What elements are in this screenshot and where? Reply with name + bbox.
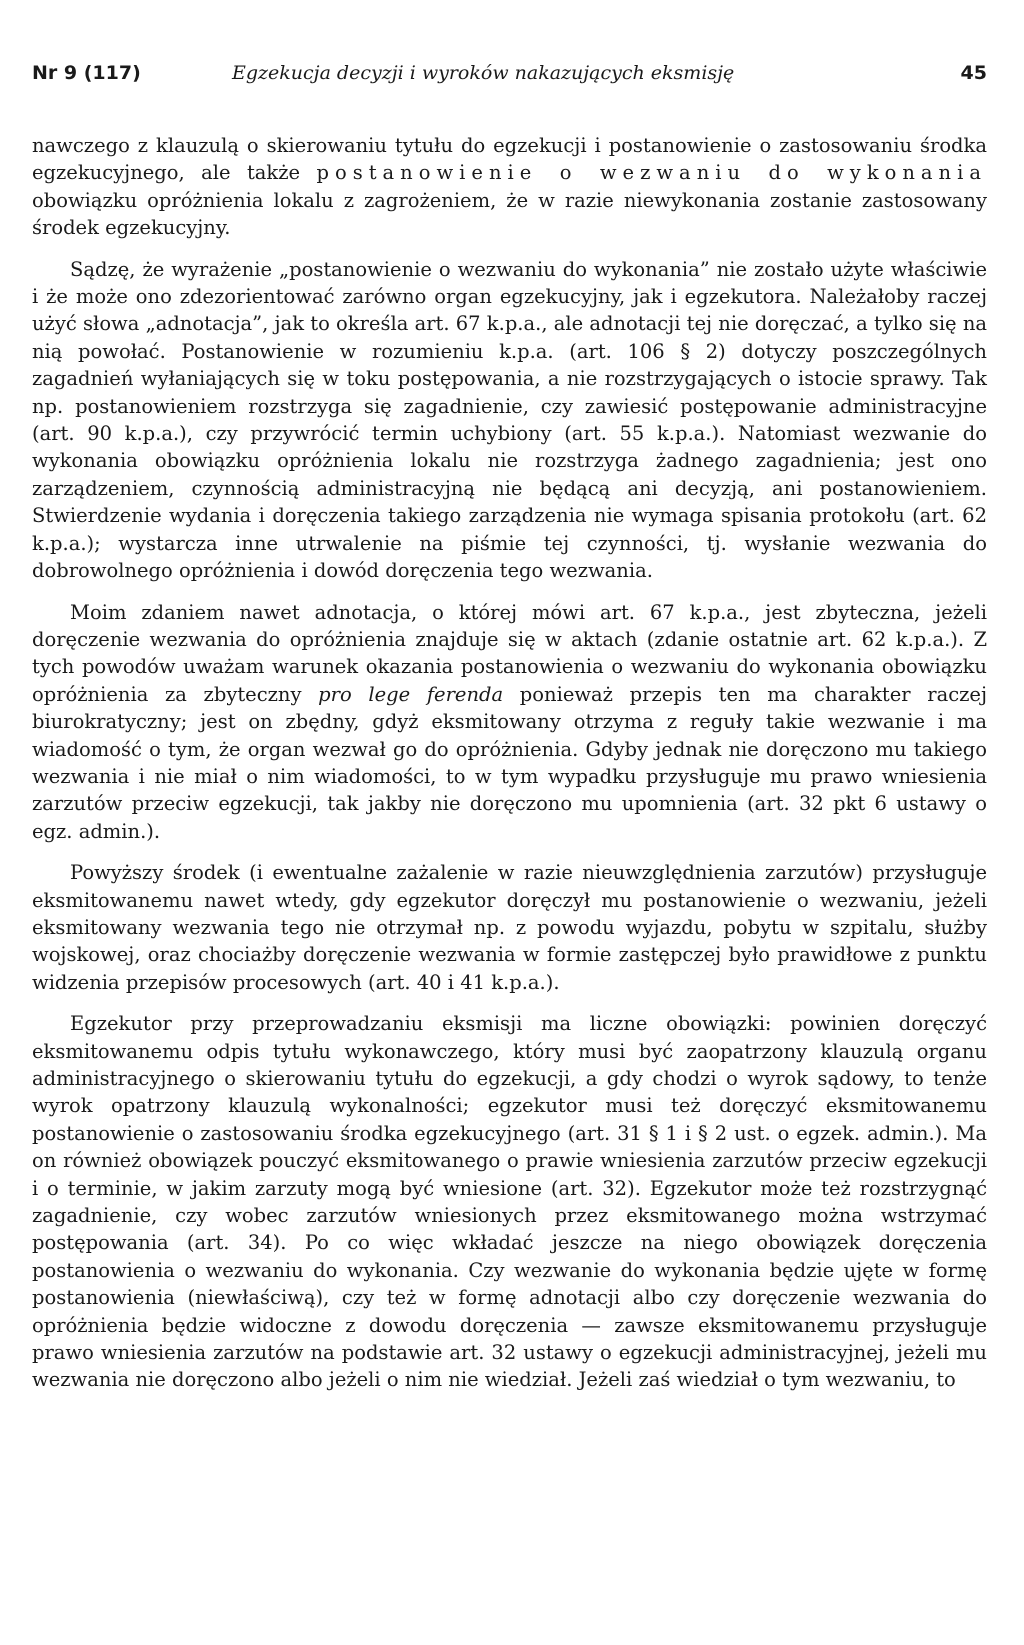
paragraph-3-part-1: Moim zdaniem nawet adnotacja, o której mówi art. 67 k.p.a., jest zbyteczna, jeżeli doręczenie wezwania do opróżnienia znajduje się w aktach (zdanie ostatnie art. 62 k.p.a.). Z tych powodów uważam warunek okazania postanowienia o wezwaniu do wykonania obowiązku opróżnienia za zbyteczny — [32, 600, 987, 706]
paragraph-3-part-3: ponieważ przepis ten ma charakter raczej biurokratyczny; jest on zbędny, gdyż eksmitowany otrzyma z reguły takie wezwanie i ma wiadomość o tym, że organ wezwał go do opróżnienia. Gdyby jednak nie doręczono mu takiego wezwania i nie miał o nim wiadomości, to w tym wypadku przysługuje mu prawo wniesienia zarzutów przeciw egzekucji, tak jakby nie doręczono mu upomnienia (art. 32 pkt 6 ustawy o egz. admin.). — [32, 682, 988, 843]
paragraph-1-part-3: obowiązku opróżnienia lokalu z zagrożeniem, że w razie niewykonania zostanie zastosowany środek egzekucyjny. — [32, 188, 987, 240]
paragraph-1-part-1: nawczego z klauzulą o skierowaniu tytułu do egzekucji i postanowienie o zastosowaniu środka egzekucyjnego, ale także — [32, 134, 987, 185]
page-number: 45 — [960, 62, 987, 84]
paragraph-2 — [32, 256, 987, 585]
document-page — [32, 62, 987, 1408]
paragraph-3 — [32, 599, 987, 846]
running-header — [32, 62, 987, 84]
paragraph-5 — [32, 1010, 987, 1394]
paragraph-1-spaced-phrase: postanowienie o wezwaniu do wykonania — [316, 161, 987, 185]
paragraph-1 — [32, 132, 987, 242]
paragraph-2-text: Sądzę, że wyrażenie „postanowienie o wezwaniu do wykonania” nie zostało użyte właściwie i że może ono zdezorientować zarówno organ egzekucyjny, jak i egzekutora. Należałoby raczej użyć słowa „adnotacja”, jak to określa art. 67 k.p.a., ale adnotacji tej nie doręczać, a tylko się na nią powołać. Postanowienie w rozumieniu k.p.a. (art. 106 § 2) dotyczy poszczególnych zagadnień wyłaniających się w toku postępowania, a nie rozstrzygających o istocie sprawy. Tak np. postanowieniem rozstrzyga się zagadnienie, czy zawiesić postępowanie administracyjne (art. 90 k.p.a.), czy przywrócić termin uchybiony (art. 55 k.p.a.). Natomiast wezwanie do wykonania obowiązku opróżnienia lokalu nie rozstrzyga żadnego zagadnienia; jest ono zarządzeniem, czynnością administracyjną nie będącą ani decyzją, ani postanowieniem. Stwierdzenie wydania i doręczenia takiego zarządzenia nie wymaga spisania protokołu (art. 62 k.p.a.); wystarcza inne utrwalenie na piśmie tej czynności, tj. wysłanie wezwania do dobrowolnego opróżnienia i dowód doręczenia tego wezwania. — [32, 257, 987, 583]
issue-number: Nr 9 (117) — [32, 62, 141, 84]
paragraph-4-text: Powyższy środek (i ewentualne zażalenie w razie nieuwzględnienia zarzutów) przysługuje eksmitowanemu nawet wtedy, gdy egzekutor doręczył mu postanowienie o wezwaniu, jeżeli eksmitowany wezwania tego nie otrzymał np. z powodu wyjazdu, pobytu w szpitalu, służby wojskowej, oraz chociażby doręczenie wezwania w formie zastępczej było prawidłowe z punktu widzenia przepisów procesowych (art. 40 i 41 k.p.a.). — [32, 861, 987, 994]
body-text — [32, 132, 987, 1394]
paragraph-5-text: Egzekutor przy przeprowadzaniu eksmisji ma liczne obowiązki: powinien doręczyć eksmitowanemu odpis tytułu wykonawczego, który musi być zaopatrzony klauzulą organu administracyjnego o skierowaniu tytułu do egzekucji, a gdy chodzi o wyrok sądowy, to tenże wyrok opatrzony klauzulą wykonalności; egzekutor musi też doręczyć eksmitowanemu postanowienie o zastosowaniu środka egzekucyjnego (art. 31 § 1 i § 2 ust. o egzek. admin.). Ma on również obowiązek pouczyć eksmitowanego o prawie wniesienia zarzutów przeciw egzekucji i o terminie, w jakim zarzuty mogą być wniesione (art. 32). Egzekutor może też rozstrzygnąć zagadnienie, czy wobec zarzutów wniesionych przez eksmitowanego można wstrzymać postępowania (art. 34). Po co więc wkładać jeszcze na niego obowiązek doręczenia postanowienia o wezwaniu do wykonania. Czy wezwanie do wykonania będzie ujęte w formę postanowienia (niewłaściwą), czy też w formę adnotacji albo czy doręczenie wezwania do opróżnienia będzie widoczne z dowodu doręczenia — zawsze eksmitowanemu przysługuje prawo wniesienia zarzutów na podstawie art. 32 ustawy o egzekucji administracyjnej, jeżeli mu wezwania nie doręczono albo jeżeli o nim nie wiedział. Jeżeli zaś wiedział o tym wezwaniu, to — [32, 1012, 987, 1392]
paragraph-3-italic-phrase: pro lege ferenda — [318, 682, 504, 706]
running-title: Egzekucja decyzji i wyroków nakazujących eksmisję — [232, 62, 735, 84]
paragraph-4 — [32, 859, 987, 996]
